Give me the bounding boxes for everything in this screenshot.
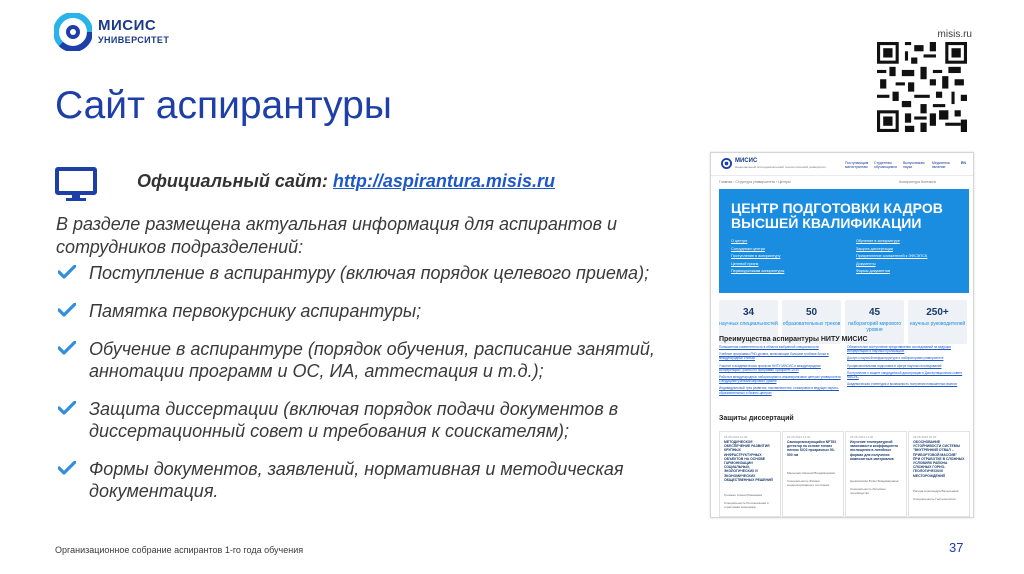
preview-card-date: 25.05.2023 11:00 (850, 435, 874, 439)
preview-hero-title: ЦЕНТР ПОДГОТОВКИ КАДРОВ ВЫСШЕЙ КВАЛИФИКАЦИИ (731, 200, 943, 231)
preview-logo-icon (721, 158, 732, 169)
monitor-icon (55, 167, 97, 203)
preview-advantage-link[interactable]: Обязательное поступление представление исследований на ведущих конференциях и научных публикациях (847, 345, 951, 354)
site-url[interactable]: misis.ru (937, 29, 972, 40)
logo-subtitle: УНИВЕРСИТЕТ (98, 35, 170, 45)
preview-card-spec: Специальность Региональная и отраслевая экономика (724, 501, 769, 509)
preview-advantages-title: Преимущества аспирантуры НИТУ МИСИС (719, 336, 868, 343)
bullet-text: Поступление в аспирантуру (включая порядок целевого приема); (89, 263, 650, 283)
preview-logo-sub: Национальный исследовательский технологический университет (735, 165, 827, 169)
official-site-line (137, 171, 555, 192)
preview-advantage-link[interactable]: Поступление к защите кандидатской диссертации в Диссертационном совете МИСИС (847, 370, 963, 380)
preview-hero-link[interactable]: Поступление в аспирантуру (731, 254, 781, 258)
preview-advantage-link[interactable]: Участие в академических проектах НИТУ МИСИС и международных конференциях, гранты по программе Приоритет-2030 (719, 363, 821, 372)
preview-advantage-link[interactable]: Академическая стипендия и возможность получения повышенных выплат (847, 382, 958, 387)
bullet-text: Формы документов, заявлений, нормативная и методическая документация. (89, 459, 624, 501)
preview-card-spec: Специальность Литейное производство (850, 487, 886, 495)
logo-name: МИСИС (98, 17, 157, 34)
list-item (56, 262, 696, 284)
check-icon (58, 461, 76, 475)
preview-hero-link[interactable]: Целевой прием (731, 261, 759, 266)
preview-stat-number: 45 (868, 307, 881, 318)
preview-stat-label: образовательных треков (782, 321, 841, 327)
preview-advantage-link[interactable]: Повышенная компетентность в области выбранной специальности (719, 345, 819, 349)
bullet-text: Памятка первокурснику аспирантуры; (89, 301, 422, 321)
preview-card-date: 22.05.2023 14:00 (787, 435, 811, 439)
preview-hero-link[interactable]: Защита диссертации (856, 246, 894, 251)
preview-hero-links-right (856, 238, 956, 276)
list-item (56, 338, 696, 382)
preview-stat-number: 250+ (926, 307, 949, 318)
preview-defense-card[interactable] (908, 431, 970, 517)
list-item (56, 398, 696, 442)
preview-nav-item[interactable]: Поступающим магистрантам (845, 161, 869, 169)
preview-hero-link[interactable]: Первокурсникам аспирантуры (731, 269, 785, 273)
preview-advantages-right (847, 345, 969, 389)
check-icon (58, 401, 76, 415)
bullet-text: Обучение в аспирантуре (порядок обучения, расписание занятий, аннотации программ и ОС, ИА, аттестация и т.д.); (89, 339, 655, 381)
preview-card-title: МЕТОДИЧЕСКОЕ ОБЕСПЕЧЕНИЕ РАЗВИТИЯ КРУПНЫХ ИНФРАСТРУКТУРНЫХ ОБЪЕКТОВ НА ОСНОВЕ ГАРМОНИЗАЦИИ СОЦИАЛЬНЫХ, ЭКОЛОГИЧЕСКИХ И ЭКОНОМИЧЕСКИХ ОБЩЕСТВЕННЫХ РЕШЕНИЙ (724, 440, 773, 482)
preview-hero-link[interactable]: Документы (856, 261, 876, 266)
preview-advantages-left (719, 345, 841, 398)
preview-card-author: Громыко Алина Романовна (724, 493, 762, 497)
preview-card-date: 29.05.2023 15:00 (913, 435, 937, 439)
preview-advantage-link[interactable]: Работа в международных лабораториях и инжиниринговых центрах университета с ведущими учеными мирового уровня (719, 375, 841, 384)
page-number: 37 (949, 540, 964, 555)
logo-mark-icon (54, 13, 92, 51)
preview-nav-item[interactable]: Медиатека явление (932, 161, 950, 169)
preview-advantage-link[interactable]: Профессиональная подготовка в сфере научных исследований (847, 363, 942, 368)
preview-defense-title: Защиты диссертаций (719, 415, 794, 422)
check-icon (58, 265, 76, 279)
preview-card-author: Малышев Николай Владимирович (787, 471, 836, 475)
preview-stat-label: научных специальностей (719, 321, 778, 327)
check-icon (58, 303, 76, 317)
qr-code-icon (877, 42, 967, 132)
preview-breadcrumb-right[interactable]: Аспирантура Контакты (899, 180, 937, 184)
university-logo (54, 13, 169, 53)
preview-stat-card (908, 300, 967, 344)
preview-hero-link[interactable]: Обучение в аспирантуре (856, 239, 900, 243)
preview-lang-switch[interactable]: EN (961, 161, 966, 165)
preview-card-spec: Специальность Геотехнология (913, 497, 956, 501)
official-site-link[interactable]: http://aspirantura.misis.ru (332, 171, 555, 191)
preview-advantage-link[interactable]: Учебные программы PhD-уровня, включающие большие тройные блоки в международных статьях (719, 352, 829, 361)
preview-hero-links-left (731, 238, 831, 276)
check-icon (58, 341, 76, 355)
preview-nav-item[interactable]: Студентам обучающимся (874, 161, 897, 169)
preview-nav-item[interactable]: Выпускникам науки (903, 161, 925, 169)
preview-stat-label: лабораторий мирового уровня (847, 321, 902, 333)
preview-advantage-link[interactable]: Доступ к научной инфраструктуре и лабораториям университета (847, 356, 944, 361)
slide-title: Сайт аспирантуры (55, 84, 392, 127)
preview-hero-link[interactable]: Сотрудники центра (731, 246, 765, 251)
preview-defense-card[interactable] (845, 431, 907, 517)
preview-stat-label: научных руководителей (909, 321, 966, 327)
preview-card-title: Самоорганизующийся NFT83 детектор на основе тонких пленок SiO2 прозрачных 50-500 нм (787, 440, 837, 457)
preview-card-title: Изучение температурной зависимости коэффициента поглощения в литейных формах для получения композитных материалов (850, 440, 898, 461)
preview-hero (719, 189, 969, 293)
preview-header (711, 153, 973, 176)
preview-card-spec: Специальность Физика конденсированного состояния (787, 479, 830, 487)
list-item (56, 300, 696, 322)
bullet-text: Защита диссертации (включая порядок подачи документов в диссертационный совет и требования к соискателям); (89, 399, 619, 441)
preview-advantage-link[interactable]: Индивидуальный трек развития, наставничество, стажировки в ведущих научно-образовательных и бизнес-центрах (719, 386, 839, 395)
official-site-label: Официальный сайт: (137, 171, 333, 191)
preview-hero-link[interactable]: Формы документов (856, 269, 891, 273)
preview-card-author: Репина Александра Валерьевна (913, 489, 959, 493)
footer-text: Организационное собрание аспирантов 1-го года обучения (55, 545, 304, 555)
preview-defense-card[interactable] (782, 431, 844, 517)
preview-card-author: Целиковская Юлия Владимировна (850, 479, 899, 483)
intro-text: В разделе размещена актуальная информация для аспирантов и сотрудников подразделений: (56, 214, 618, 257)
bullet-list (56, 262, 696, 518)
preview-breadcrumb[interactable]: Главная › Структура университета › Центры (719, 180, 791, 184)
preview-hero-link[interactable]: Прикрепление соискателей к ЭФСЭПСБ (856, 254, 928, 258)
preview-stat-number: 50 (805, 307, 818, 318)
preview-hero-link[interactable]: О центре (731, 239, 748, 243)
list-item (56, 458, 696, 502)
preview-card-title: ОБОСНОВАНИЕ УСТОЙЧИВОСТИ СИСТЕМЫ "ВНУТРЕННИЙ ОТВАЛ – ПРИБОРТОВОЙ МАССИВ" ПРИ ОТРАБОТКЕ В СЛОЖНЫХ УСЛОВИЯХ РАЙОНА СЛОЖНЫХ ГОРНО-ГЕОЛОГИЧЕСКИХ МЕСТОРОЖДЕНИЙ (913, 440, 965, 478)
website-screenshot (710, 152, 974, 518)
preview-defense-card[interactable] (719, 431, 781, 517)
preview-stat-number: 34 (742, 307, 755, 318)
preview-card-date: 18.05.2023 12:00 (724, 435, 748, 439)
preview-logo-name: МИСИС (735, 158, 758, 164)
